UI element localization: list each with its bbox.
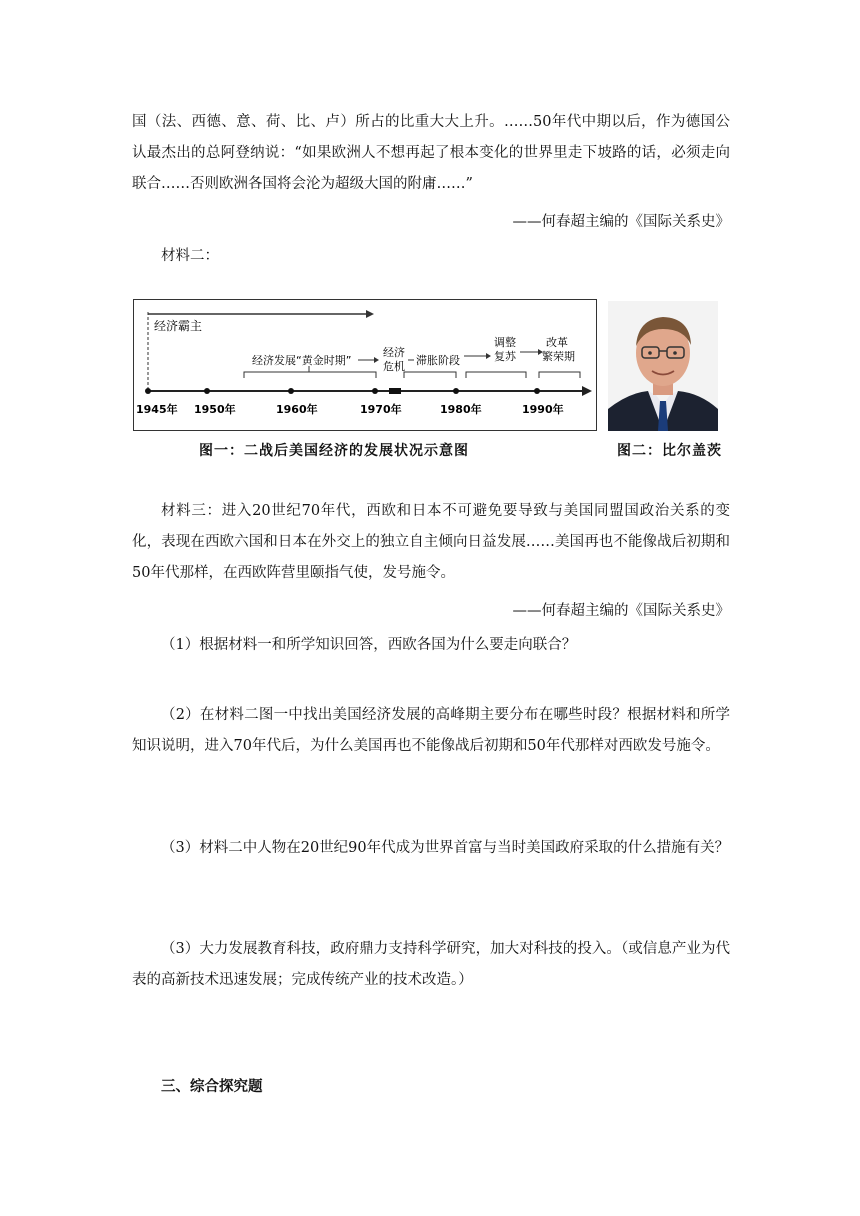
portrait-photo <box>608 301 718 431</box>
hegemony-arrow-head <box>366 310 374 318</box>
section-heading: 三、综合探究题 <box>161 1079 263 1095</box>
phase-golden-age: 经济发展“黄金时期” <box>252 354 352 367</box>
question-3: （3）材料二中人物在20世纪90年代成为世界首富与当时美国政府采取的什么措施有关？ <box>161 840 730 856</box>
phase-stagflation: 滞胀阶段 <box>416 354 460 367</box>
phase-reform-1: 改革 <box>546 336 568 349</box>
question-1: （1）根据材料一和所学知识回答，西欧各国为什么要走向联合？ <box>161 637 577 653</box>
phase-crisis-2: 危机 <box>383 360 405 373</box>
material3-text: 材料三：进入20世纪70年代，西欧和日本不可避免要导致与美国同盟国政治关系的变化，表现在西欧六国和日本在外交上的独立自主倾向日益发展……美国再也不能像战后初期和50年代那样，在西欧阵营里颐指气使，发号施令。 <box>132 503 730 581</box>
figure1-caption: 图一：二战后美国经济的发展状况示意图 <box>199 443 469 459</box>
axis-arrow-head <box>582 386 592 396</box>
material1-source: ——何春超主编的《国际关系史》 <box>512 214 730 230</box>
material3-source: ——何春超主编的《国际关系史》 <box>512 603 730 619</box>
year-1950: 1950年 <box>194 403 236 416</box>
question-2: （2）在材料二图一中找出美国经济发展的高峰期主要分布在哪些时段？根据材料和所学知识说明，进入70年代后，为什么美国再也不能像战后初期和50年代那样对西欧发号施令。 <box>132 707 730 754</box>
year-1970: 1970年 <box>360 403 402 416</box>
timeline-top-label: 经济霸主 <box>154 319 203 333</box>
year-1945: 1945年 <box>136 403 178 416</box>
material2-label: 材料二： <box>161 248 219 264</box>
year-1980: 1980年 <box>440 403 482 416</box>
year-1960: 1960年 <box>276 403 318 416</box>
crisis-block <box>389 388 401 394</box>
figure2-caption: 图二：比尔盖茨 <box>617 443 722 459</box>
answer-3: （3）大力发展教育科技，政府鼎力支持科学研究，加大对科技的投入。（或信息产业为代表的高新技术迅速发展；完成传统产业的技术改造。） <box>132 941 730 988</box>
phase-adjust-1: 调整 <box>494 336 516 349</box>
phase-crisis-1: 经济 <box>383 346 405 359</box>
economy-timeline-figure <box>133 299 597 431</box>
material1-text: 国（法、西德、意、荷、比、卢）所占的比重大大上升。……50年代中期以后，作为德国公认最杰出的总阿登纳说：“如果欧洲人不想再起了根本变化的世界里走下坡路的话，必须走向联合……否则欧洲各国将会沦为超级大国的附庸……” <box>132 114 730 192</box>
year-1990: 1990年 <box>522 403 564 416</box>
phase-reform-2: 繁荣期 <box>542 350 575 363</box>
phase-adjust-2: 复苏 <box>494 350 516 363</box>
timeline-diagram <box>134 300 596 430</box>
